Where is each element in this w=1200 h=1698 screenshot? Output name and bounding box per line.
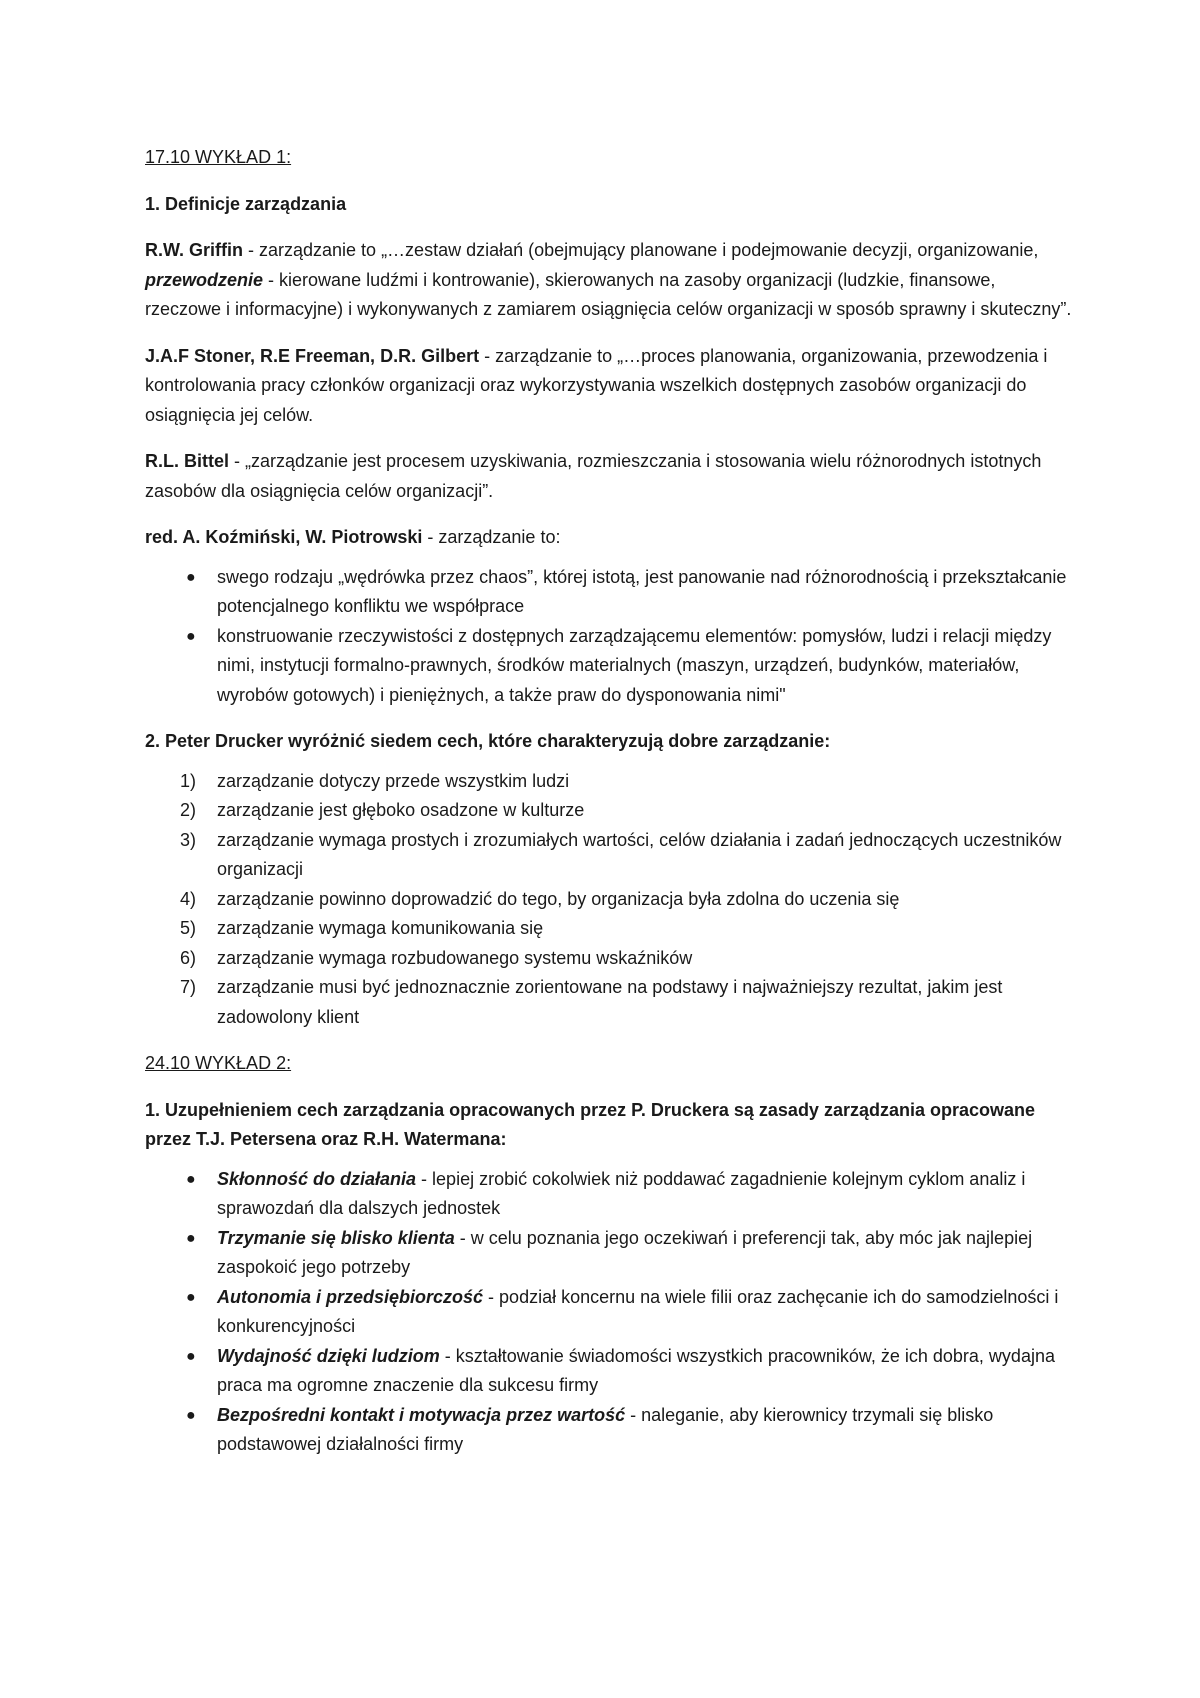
bullet-icon: ● [186,1406,196,1424]
bullet-icon: ● [186,1288,196,1306]
list-item [145,1342,1075,1401]
lecture2-section1-heading [145,1096,1075,1155]
principle-term: Bezpośredni kontakt i motywacja przez wartość [217,1404,626,1425]
list-item [145,914,1075,944]
list-item [145,944,1075,974]
section2-heading [145,727,1075,757]
list-item [145,826,1075,885]
bullet-icon: ● [186,1229,196,1247]
section1-heading-text: 1. Definicje zarządzania [145,193,347,214]
section2-heading-text: 2. Peter Drucker wyróżnić siedem cech, które charakteryzują dobre zarządzanie: [145,731,831,751]
list-item-text: zarządzanie jest głęboko osadzone w kulturze [217,800,585,820]
stoner-author: J.A.F Stoner, R.E Freeman, D.R. Gilbert [145,345,480,366]
kozminski-bullet-list [145,563,1075,711]
list-item-text: zarządzanie wymaga rozbudowanego systemu wskaźników [217,947,693,968]
list-item-text: zarządzanie wymaga komunikowania się [217,918,544,938]
list-item-text: zarządzanie dotyczy przede wszystkim ludzi [217,770,570,791]
lecture2-section1-heading-text: 1. Uzupełnieniem cech zarządzania opracowanych przez P. Druckera są zasady zarządzania opracowane przez T.J. Petersena oraz R.H. Watermana: [145,1099,1036,1149]
list-item-text: zarządzanie musi być jednoznacznie zorientowane na podstawy i najważniejszy rezultat, jakim jest zadowolony klient [217,977,1003,1027]
list-number: 4) [180,888,197,909]
list-number: 1) [180,770,197,791]
griffin-definition [145,236,1075,325]
list-item-text: zarządzanie powinno doprowadzić do tego, by organizacja była zdolna do uczenia się [217,888,900,909]
list-item [145,1283,1075,1342]
principle-text: - lepiej zrobić cokolwiek niż poddawać zagadnienie kolejnym cyklom analiz i sprawozdań dla dalszych jednostek [217,1168,1026,1218]
kozminski-author: red. A. Koźmiński, W. Piotrowski [145,527,423,547]
list-item [145,1401,1075,1460]
bullet-icon: ● [186,568,196,586]
lecture2-title: 24.10 WYKŁAD 2: [145,1053,292,1073]
bullet-icon: ● [186,627,196,645]
drucker-numbered-list [145,767,1075,1033]
list-item [145,1224,1075,1283]
principle-text: - kształtowanie świadomości wszystkich pracowników, że ich dobra, wydajna praca ma ogromne znaczenie dla sukcesu firmy [217,1345,1055,1395]
principle-term: Trzymanie się blisko klienta [217,1227,455,1248]
principle-text: - naleganie, aby kierownicy trzymali się blisko podstawowej działalności firmy [217,1404,994,1454]
principle-term: Autonomia i przedsiębiorczość [217,1286,484,1307]
list-item [145,563,1075,622]
bullet-text: konstruowanie rzeczywistości z dostępnych zarządzającemu elementów: pomysłów, ludzi i relacji między nimi, instytucji formalno-prawnych, środków materialnych (maszyn, urządzeń, budynków, materiałów, wyrobów gotowych) i pieniężnych, a także praw do dysponowania nimi" [217,625,1052,705]
principle-text: - w celu poznania jego oczekiwań i preferencji tak, aby móc jak najlepiej zaspokoić jego potrzeby [217,1227,1033,1277]
bittel-text: - „zarządzanie jest procesem uzyskiwania, rozmieszczania i stosowania wielu różnorodnych istotnych zasobów dla osiągnięcia celów organizacji”. [145,451,1042,501]
lecture1-title: 17.10 WYKŁAD 1: [145,147,292,167]
list-item [145,622,1075,711]
list-number: 7) [180,977,197,997]
list-item [145,767,1075,797]
principle-term: Wydajność dzięki ludziom [217,1345,440,1366]
document-body [145,143,1075,1460]
list-number: 3) [180,829,197,850]
list-number: 6) [180,947,197,968]
list-item [145,973,1075,1032]
griffin-text-b: - kierowane ludźmi i kontrowanie), skierowanych na zasoby organizacji (ludzkie, finansowe, rzeczowe i informacyjne) i wykonywanych z zamiarem osiągnięcia celów organizacji w sposób sprawny i skuteczny”. [145,269,1072,319]
kozminski-text: - zarządzanie to: [422,527,561,547]
list-number: 2) [180,800,197,820]
griffin-text-a: - zarządzanie to „…zestaw działań (obejmujący planowane i podejmowanie decyzji, organizowanie, [243,240,1039,260]
bullet-icon: ● [186,1170,196,1188]
bullet-text: swego rodzaju „wędrówka przez chaos”, której istotą, jest panowanie nad różnorodnością i przekształcanie potencjalnego konfliktu we współprace [217,566,1067,616]
peters-waterman-bullet-list [145,1165,1075,1460]
list-item [145,796,1075,826]
stoner-text: - zarządzanie to „…proces planowania, organizowania, przewodzenia i kontrolowania pracy członków organizacji oraz wykorzystywania wszelkich dostępnych zasobów organizacji do osiągnięcia jej celów. [145,345,1048,425]
griffin-italic-term: przewodzenie [145,269,264,290]
principle-term: Skłonność do działania [217,1168,417,1189]
list-item-text: zarządzanie wymaga prostych i zrozumiałych wartości, celów działania i zadań jednoczących uczestników organizacji [217,829,1062,879]
bittel-author: R.L. Bittel [145,451,229,471]
stoner-definition [145,342,1075,431]
principle-text: - podział koncernu na wiele filii oraz zachęcanie ich do samodzielności i konkurencyjności [217,1286,1059,1336]
list-item [145,885,1075,915]
section1-heading [145,190,1075,220]
list-item [145,1165,1075,1224]
bullet-icon: ● [186,1347,196,1365]
griffin-author: R.W. Griffin [145,240,243,260]
bittel-definition [145,447,1075,506]
list-number: 5) [180,918,197,938]
kozminski-definition [145,523,1075,553]
